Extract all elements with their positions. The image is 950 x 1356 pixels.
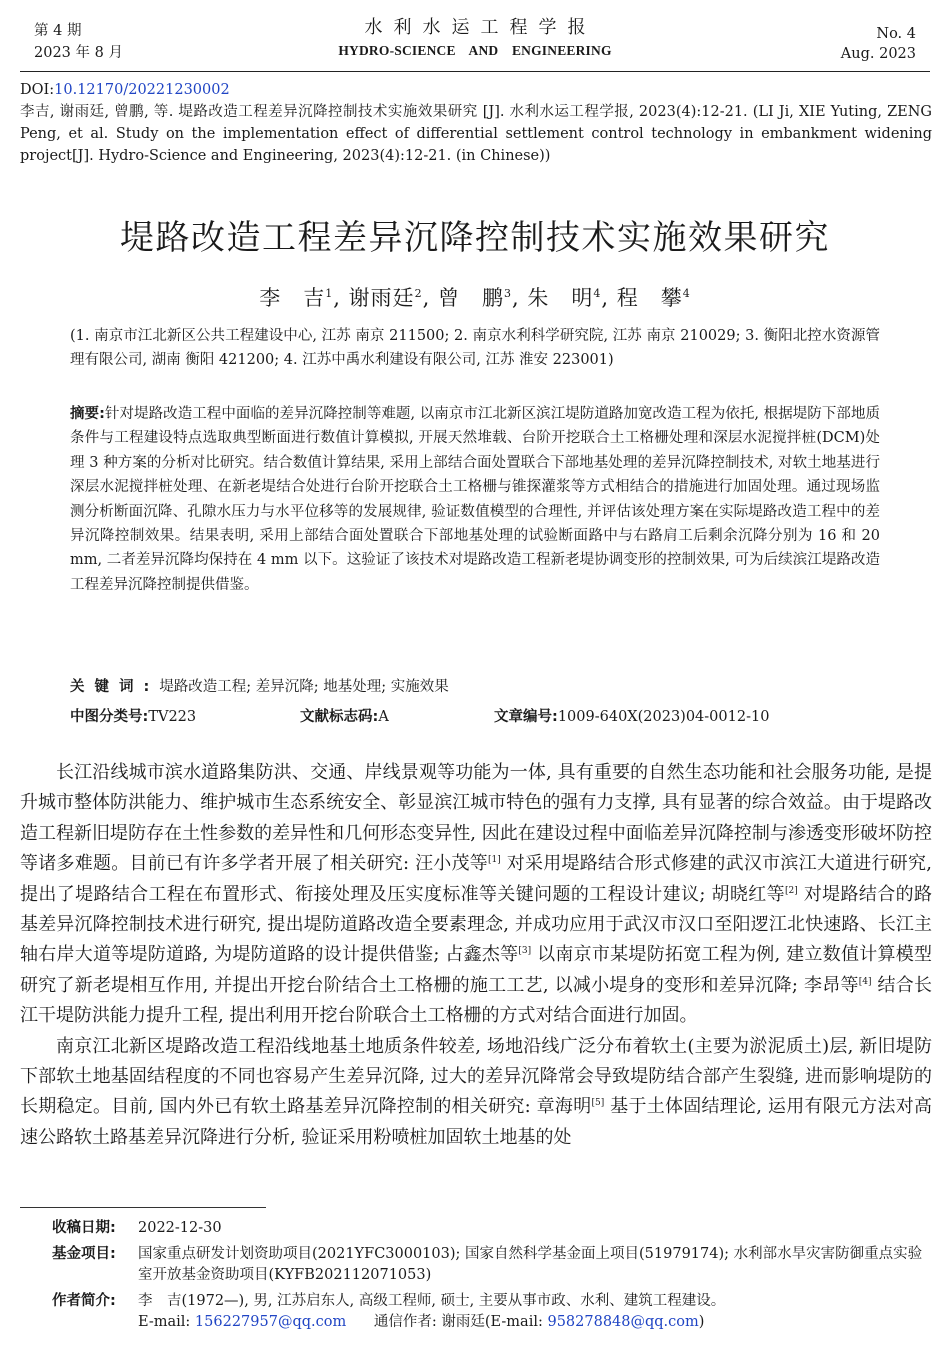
corresponding-label: 通信作者: 谢雨廷(E-mail: <box>373 1314 543 1330</box>
author-bio-text: 李 吉(1972—), 男, 江苏启东人, 高级工程师, 硕士, 主要从事市政、水利、建筑工程建设。 <box>138 1293 726 1309</box>
fund-label: 基金项目: <box>52 1246 116 1262</box>
corresponding-close: ) <box>698 1314 705 1330</box>
citation-block <box>20 79 932 167</box>
footnotes <box>52 1218 932 1338</box>
author-name: 朱 明 <box>527 286 594 310</box>
article-no-label: 文章编号: <box>494 709 558 725</box>
reference-link[interactable]: [1] <box>488 855 501 866</box>
body-text: 长江沿线城市滨水道路集防洪、交通、岸线景观等功能为一体, 具有重要的自然生态功能和社会服务功能, 是提升城市整体防洪能力、维护城市生态系统安全、彰显滨江城市特色的强有力支撑, 具有显著的综合效益。由于堤路改造工程新旧堤防存在土性参数的差异性和几何形态变异性, 因此在建设过程中面临差异沉降控制与渗透变形破坏防控等诸多难题。目前已有许多学者开展了相关研究: 汪小茂等 <box>20 762 932 875</box>
affiliations: (1. 南京市江北新区公共工程建设中心, 江苏 南京 211500; 2. 南京水利科学研究院, 江苏 南京 210029; 3. 衡阳北控水资源管理有限公司, 湖南 衡阳 421200; 4. 江苏中禹水利建设有限公司, 江苏 淮安 223001) <box>70 328 880 368</box>
article-no-value: 1009-640X(2023)04-0012-10 <box>557 709 770 725</box>
footnote-received <box>52 1218 932 1239</box>
issue-cn: 第 4 期 <box>34 23 82 39</box>
author-name: 李 吉 <box>259 286 326 310</box>
doc-code-label: 文献标志码: <box>300 709 379 725</box>
author-bio <box>138 1291 932 1333</box>
body-text: 对采用堤路结合形式修建的武汉市滨江大道进行研究, 提出了堤路结合工程在布置形式、衔接处理及压实度标准等关键问题的工程设计建议; 胡晓红等 <box>20 853 932 905</box>
doi-label: DOI: <box>20 82 55 98</box>
reference-link[interactable]: [3] <box>518 946 532 957</box>
body-text: 南京江北新区堤路改造工程沿线地基土地质条件较差, 场地沿线广泛分布着软土(主要为淤泥质土)层, 新旧堤防下部软土地基固结程度的不同也容易产生差异沉降, 过大的差异沉降常会导致堤防结合部产生裂缝, 进而影响堤防的长期稳定。目前, 国内外已有软土路基差异沉降控制的相关研究: 章海明 <box>20 1035 932 1118</box>
date-en: Aug. 2023 <box>840 46 916 62</box>
abstract-text: 针对堤路改造工程中面临的差异沉降控制等难题, 以南京市江北新区滨江堤防道路加宽改造工程为依托, 根据堤防下部地质条件与工程建设特点选取典型断面进行数值计算模拟, 开展天然堆载、台阶开挖联合土工格栅处理和深层水泥搅拌桩(DCM)处理 3 种方案的分析对比研究。结合数值计算结果, 采用上部结合面处置联合下部地基处理的差异沉降控制技术, 对软土地基进行深层水泥搅拌桩处理、在新老堤结合处进行台阶开挖联合土工格栅与锥探灌浆等方式相结合的措施进行加固处理。通过现场监测分析断面沉降、孔隙水压力与水平位移等的发展规律, 验证数值模型的合理性, 并评估该处理方案在实际堤路改造工程中的差异沉降控制效果。结果表明, 采用上部结合面处置联合下部地基处理的试验断面路中与右路肩工后剩余沉降分别为 16 和 20 mm, 二者差异沉降均保持在 4 mm 以下。这验证了该技术对堤路改造工程新老堤协调变形的控制效果, 可为后续滨江堤路改造工程差异沉降控制提供借鉴。 <box>70 406 880 593</box>
author-affil-mark: 1 <box>325 287 334 300</box>
keywords-label: 关键词: <box>70 679 160 695</box>
author-affil-mark: 2 <box>414 287 423 300</box>
footnote-author <box>52 1291 932 1333</box>
body-text: 基于土体固结理论, 运用有限元方法对高速公路软土路基差异沉降进行分析, 验证采用粉喷桩加固软土地基的处 <box>20 1096 932 1148</box>
author-affil-mark: 4 <box>682 287 691 300</box>
header-right <box>841 24 916 64</box>
clc-label: 中图分类号: <box>70 709 149 725</box>
author-email-link[interactable]: 156227957@qq.com <box>194 1314 347 1330</box>
main-text <box>20 758 932 1153</box>
body-text: 以南京市某堤防拓宽工程为例, 建立数值计算模型研究了新老堤相互作用, 并提出开挖台阶结合土工格栅的施工工艺, 以减小堤身的变形和差异沉降; 李昂等 <box>20 944 932 996</box>
running-header <box>0 0 950 72</box>
paper-title: 堤路改造工程差异沉降控制技术实施效果研究 <box>120 218 830 258</box>
received-label: 收稿日期: <box>52 1220 116 1236</box>
body-text: 结合长江干堤防洪能力提升工程, 提出利用开挖台阶联合土工格栅的方式对结合面进行加固。 <box>20 974 932 1027</box>
author-affil-mark: 4 <box>593 287 602 300</box>
reference-link[interactable]: [5] <box>591 1098 605 1109</box>
author-list: 李 吉$^1$, 谢雨廷$^2$, 曾 鹏$^3$, 朱 明$^4$, 程 攀$^4$ <box>259 286 691 310</box>
date-cn: 2023 年 8 月 <box>34 45 123 61</box>
keywords-text: 堤路改造工程; 差异沉降; 地基处理; 实施效果 <box>159 679 449 695</box>
doi-link[interactable]: 10.12170/20221230002 <box>54 82 230 98</box>
classification-line <box>70 706 880 728</box>
journal-name-cn: 水利水运工程学报 <box>364 17 597 38</box>
citation-text: 李吉, 谢雨廷, 曾鹏, 等. 堤路改造工程差异沉降控制技术实施效果研究 [J]. 水利水运工程学报, 2023(4):12-21. (LI Ji, XIE Yuting, ZENG Peng, et al. Study on the implementation effect of differential settlement control technology in embankment widening project[J]. Hydro-Science and Engineering, 2023(4):12-21. (in Chinese)) <box>20 104 932 164</box>
author-name: 程 攀 <box>616 286 683 310</box>
received-value: 2022-12-30 <box>138 1220 222 1236</box>
reference-link[interactable]: [4] <box>858 976 872 987</box>
journal-name-en: HYDRO-SCIENCE AND ENGINEERING <box>338 43 612 58</box>
author-affil-mark: 3 <box>504 287 512 300</box>
doc-code-value: A <box>378 709 389 725</box>
clc-value: TV223 <box>148 709 197 725</box>
abstract-label: 摘要: <box>70 406 105 422</box>
author-name: 谢雨廷 <box>348 286 415 310</box>
footnote-rule <box>20 1207 266 1208</box>
corresponding-email-link[interactable]: 958278848@qq.com <box>547 1314 699 1330</box>
body-text: 对堤路结合的路基差异沉降控制技术进行研究, 提出堤防道路改造全要素理念, 并成功应用于武汉市汉口至阳逻江北快速路、长江主轴右岸大道等堤防道路, 为堤防道路的设计提供借鉴; 占鑫杰等 <box>20 883 932 966</box>
journal-name <box>0 16 950 62</box>
abstract <box>70 402 880 597</box>
keywords <box>70 676 880 698</box>
body-paragraph <box>20 1032 932 1154</box>
footnote-fund <box>52 1244 932 1286</box>
email-label: E-mail: <box>138 1314 191 1330</box>
issue-en: No. 4 <box>876 26 916 42</box>
author-bio-label: 作者简介: <box>52 1293 116 1309</box>
fund-value: 国家重点研发计划资助项目(2021YFC3000103); 国家自然科学基金面上项目(51979174); 水利部水旱灾害防御重点实验室开放基金资助项目(KYFB202112071053) <box>138 1246 923 1283</box>
body-paragraph <box>20 758 932 1032</box>
header-rule <box>20 71 930 72</box>
reference-link[interactable]: [2] <box>784 885 798 896</box>
author-name: 曾 鹏 <box>438 286 504 310</box>
